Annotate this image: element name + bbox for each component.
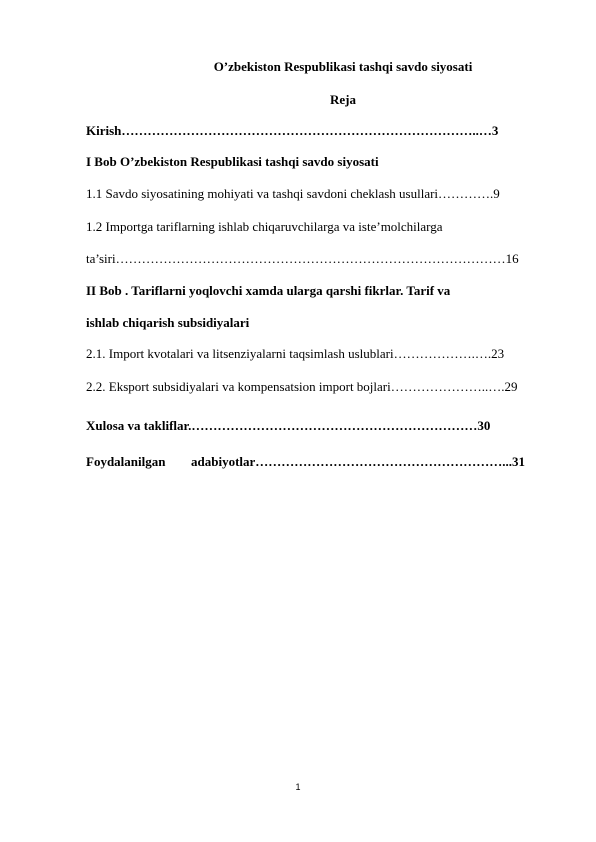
page-number: 1 xyxy=(295,782,301,792)
toc-chapter1-heading: I Bob O’zbekiston Respublikasi tashqi savdo siyosati xyxy=(86,154,379,169)
toc-chapter2-heading-line2: ishlab chiqarish subsidiyalari xyxy=(86,315,250,330)
toc-chapter2-heading-line1: II Bob . Tariflarni yoqlovchi xamda ularga qarshi fikrlar. Tarif va xyxy=(86,283,451,298)
toc-section-2-1: 2.1. Import kvotalari va litsenziyalarni taqsimlash uslublari……………….….23 xyxy=(86,346,505,361)
toc-conclusion: Xulosa va takliflar.…………………………………………………………30 xyxy=(86,418,491,433)
toc-references-rest: adabiyotlar…………………………………………………...31 xyxy=(191,454,526,469)
toc-section-1-2-line1: 1.2 Importga tariflarning ishlab chiqaruvchilarga va iste’molchilarga xyxy=(86,219,443,234)
toc-intro: Kirish………………………………………………………………………..…3 xyxy=(86,123,499,138)
toc-section-2-2: 2.2. Eksport subsidiyalari va kompensatsion import bojlari…………………..….29 xyxy=(86,379,518,394)
toc-section-1-2-line2: ta’siri………………………………………………………………………………16 xyxy=(86,251,519,266)
document-title: O’zbekiston Respublikasi tashqi savdo siyosati xyxy=(213,59,473,74)
document-subtitle: Reja xyxy=(330,92,356,107)
toc-references-label: Foydalanilgan xyxy=(86,454,166,469)
toc-section-1-1: 1.1 Savdo siyosatining mohiyati va tashqi savdoni cheklash usullari………….9 xyxy=(86,186,500,201)
